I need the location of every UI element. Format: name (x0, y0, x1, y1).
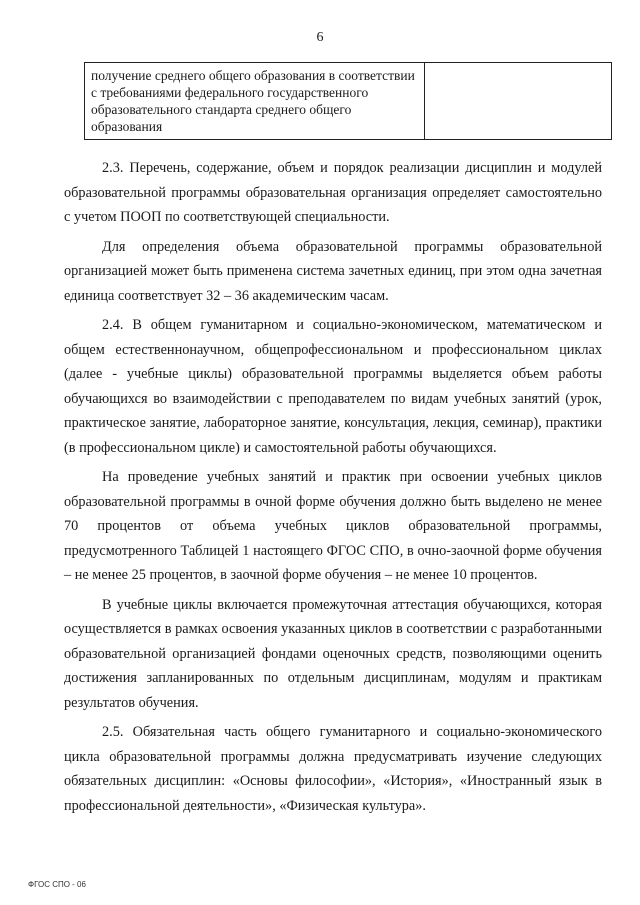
paragraph-attestation: В учебные циклы включается промежуточная аттестация обучающихся, которая осуществляется в рамках освоения указанных циклов в соответствии с разработанными образовательной организацией фондами оценочных средств, позволяющими оценить достижения запланированных по отдельным дисциплинам, модулям и практикам результатов обучения. (64, 596, 602, 711)
table-cell-right (425, 63, 611, 139)
paragraph-contact-hours: На проведение учебных занятий и практик при освоении учебных циклов образовательной программы в очной форме обучения должно быть выделено не менее 70 процентов от объема учебных циклов образовательной программы, предусмотренного Таблицей 1 настоящего ФГОС СПО, в очно-заочной форме обучения – не менее 25 процентов, в заочной форме обучения – не менее 10 процентов. (64, 469, 602, 583)
paragraph-credit-units: Для определения объема образовательной программы образовательной организацией может быть применена система зачетных единиц, при этом одна зачетная единица соответствует 32 – 36 академическим часам. (64, 238, 602, 304)
paragraph-2-5: 2.5. Обязательная часть общего гуманитарного и социально-экономического цикла образовательной программы должна предусматривать изучение следующих обязательных дисциплин: «Основы философии», «История», «Иностранный язык в профессиональной деятельности», «Физическая культура». (64, 724, 602, 814)
paragraph-2-3: 2.3. Перечень, содержание, объем и порядок реализации дисциплин и модулей образовательной программы образовательная организация определяет самостоятельно с учетом ПООП по соответствующей специальности. (64, 160, 602, 225)
table-cell-left: получение среднего общего образования в соответствии с требованиями федерального государственного образовательного стандарта среднего общего образования (85, 63, 425, 139)
paragraph-2-4: 2.4. В общем гуманитарном и социально-экономическом, математическом и общем естественнонаучном, общепрофессиональном и профессиональном циклах (далее - учебные циклы) образовательной программы выделяется объем работы обучающихся во взаимодействии с преподавателем по видам учебных занятий (урок, практическое занятие, лабораторное занятие, консультация, лекция, семинар), практики (в профессиональном цикле) и самостоятельной работы обучающихся. (64, 317, 602, 456)
table-fragment (84, 62, 612, 140)
page-number: 6 (316, 30, 324, 45)
document-footer: ФГОС СПО - 06 (28, 880, 86, 889)
document-body (64, 156, 602, 823)
